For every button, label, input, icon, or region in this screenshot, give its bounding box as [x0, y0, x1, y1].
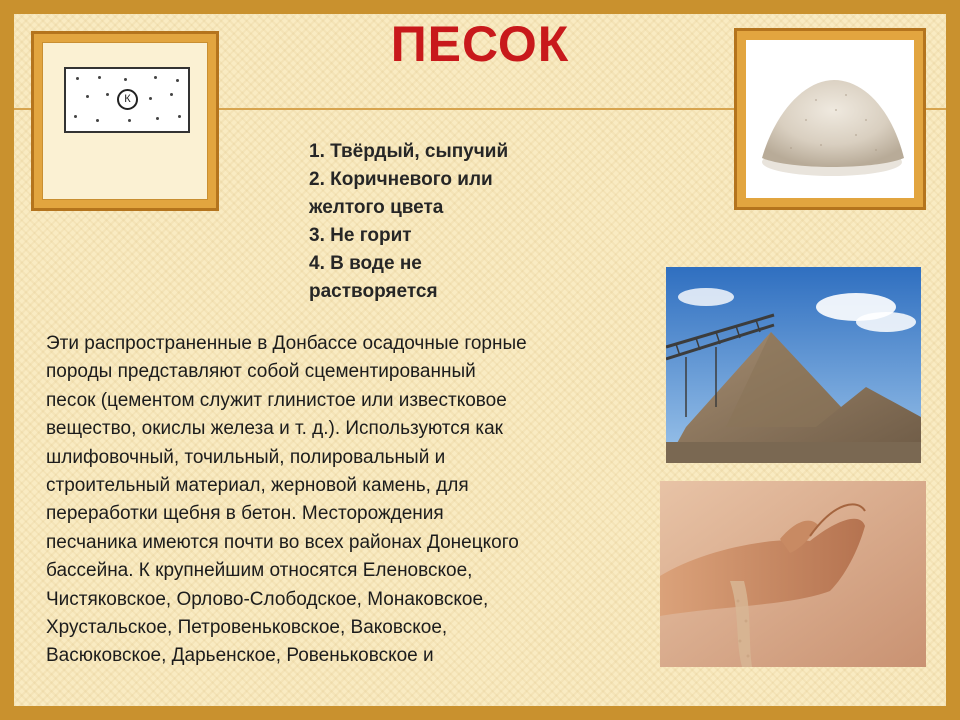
sand-pile-frame	[734, 28, 926, 210]
paragraph-line: Хрустальское, Петровеньковское, Ваковское,	[46, 617, 448, 639]
property-line: 1. Твёрдый, сыпучий	[309, 141, 509, 162]
paragraph-line: породы представляют собой сцементированный	[46, 361, 476, 383]
property-line: 4. В воде не	[309, 253, 422, 274]
map-symbol-frame	[31, 31, 219, 211]
paragraph-line: Васюковское, Дарьенское, Ровеньковское и	[46, 645, 434, 667]
paragraph-line: бассейна. К крупнейшим относятся Еленовское,	[46, 560, 473, 582]
sand-pile-image	[746, 40, 914, 198]
paragraph-line: песок (цементом служит глинистое или известковое	[46, 389, 507, 411]
paragraph-line: переработки щебня в бетон. Месторождения	[46, 503, 444, 525]
property-line: 3. Не горит	[309, 225, 412, 246]
properties-list	[309, 138, 599, 306]
hand-pouring-sand-photo	[660, 481, 926, 667]
property-line: желтого цвета	[309, 197, 444, 218]
property-line: 2. Коричневого или	[309, 169, 493, 190]
map-symbol-diagram	[64, 67, 190, 133]
paragraph-line: шлифовочный, точильный, полировальный и	[46, 446, 446, 468]
paragraph-line: песчаника имеются почти во всех районах Донецкого	[46, 531, 519, 553]
paragraph-line: Эти распространенные в Донбассе осадочные горные	[46, 333, 527, 354]
map-symbol-letter: К	[117, 89, 138, 110]
paragraph-line: Чистяковское, Орлово-Слободское, Монаковское,	[46, 588, 489, 610]
paragraph-line: вещество, окислы железа и т. д.). Используются как	[46, 418, 503, 440]
property-line: растворяется	[309, 281, 438, 302]
description-paragraph	[46, 330, 658, 671]
paragraph-line: строительный материал, жерновой камень, для	[46, 475, 469, 497]
quarry-sand-heap-photo	[666, 267, 921, 463]
slide-title: ПЕСОК	[390, 16, 570, 72]
